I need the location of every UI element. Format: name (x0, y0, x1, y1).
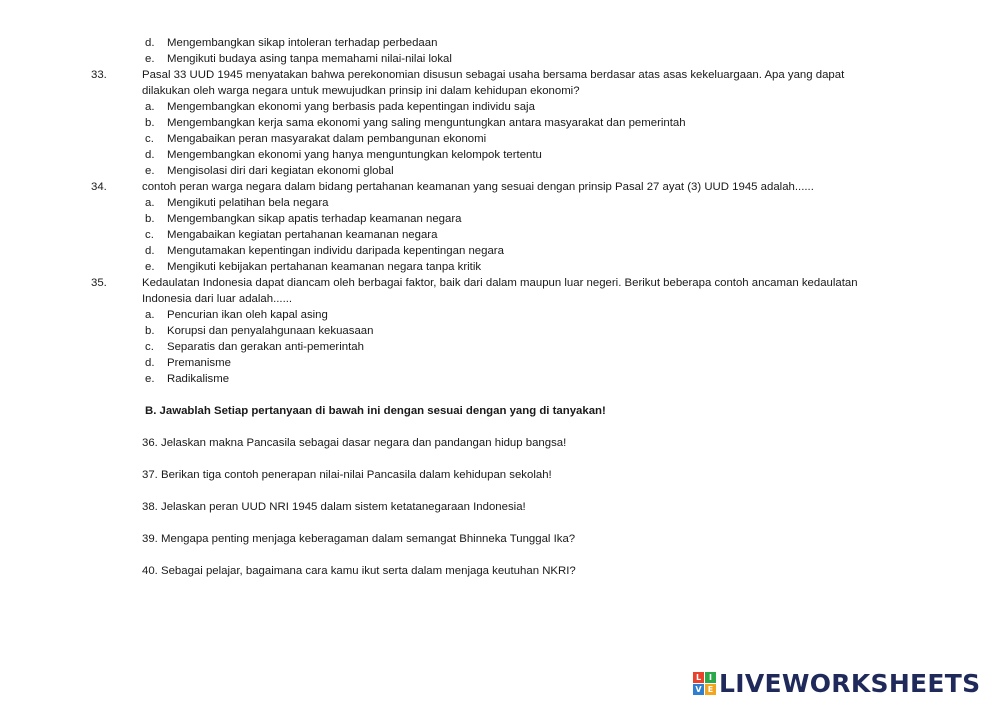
option-letter: a. (145, 309, 155, 321)
logo-badge-letter: V (693, 684, 704, 695)
option-text: Mengabaikan peran masyarakat dalam pembangunan ekonomi (167, 133, 487, 145)
option-letter: b. (145, 213, 155, 225)
option-text: Radikalisme (167, 373, 230, 385)
essay-question: 39. Mengapa penting menjaga keberagaman dalam semangat Bhinneka Tunggal Ika? (142, 533, 576, 545)
option-letter: e. (145, 165, 155, 177)
option-letter: e. (145, 261, 155, 273)
option-text: Mengabaikan kegiatan pertahanan keamanan negara (167, 229, 438, 241)
option-letter: d. (145, 149, 155, 161)
option-letter: d. (145, 37, 155, 49)
option-text: Mengembangkan ekonomi yang berbasis pada kepentingan individu saja (167, 101, 535, 113)
question-number: 34. (91, 181, 107, 193)
question-number: 35. (91, 277, 107, 289)
logo-badge-letter: I (705, 672, 716, 683)
option-letter: e. (145, 53, 155, 65)
option-text: Mengikuti pelatihan bela negara (167, 197, 329, 209)
option-letter: d. (145, 357, 155, 369)
logo-badge-letter: E (705, 684, 716, 695)
logo-badge-letter: L (693, 672, 704, 683)
option-letter: a. (145, 101, 155, 113)
logo-text: LIVEWORKSHEETS (719, 668, 981, 698)
option-text: Mengembangkan ekonomi yang hanya menguntungkan kelompok tertentu (167, 149, 542, 161)
option-letter: c. (145, 133, 154, 145)
option-text: Korupsi dan penyalahgunaan kekuasaan (167, 325, 374, 337)
liveworksheets-logo[interactable] (693, 668, 980, 698)
essay-question: 40. Sebagai pelajar, bagaimana cara kamu ikut serta dalam menjaga keutuhan NKRI? (142, 565, 576, 577)
question-text: Indonesia dari luar adalah...... (142, 293, 293, 305)
option-text: Mengisolasi diri dari kegiatan ekonomi global (167, 165, 394, 177)
option-text: Mengembangkan sikap intoleran terhadap perbedaan (167, 37, 438, 49)
option-text: Mengikuti budaya asing tanpa memahami nilai-nilai lokal (167, 53, 452, 65)
question-text: contoh peran warga negara dalam bidang pertahanan keamanan yang sesuai dengan prinsip Pasal 27 ayat (3) UUD 1945 adalah...... (142, 181, 814, 193)
section-b-heading: B. Jawablah Setiap pertanyaan di bawah ini dengan sesuai dengan yang di tanyakan! (145, 405, 606, 417)
question-number: 33. (91, 69, 107, 81)
option-letter: e. (145, 373, 155, 385)
option-letter: b. (145, 117, 155, 129)
option-text: Mengutamakan kepentingan individu daripada kepentingan negara (167, 245, 504, 257)
essay-question: 38. Jelaskan peran UUD NRI 1945 dalam sistem ketatanegaraan Indonesia! (142, 501, 526, 513)
question-text: Pasal 33 UUD 1945 menyatakan bahwa perekonomian disusun sebagai usaha bersama berdasar atas asas kekeluargaan. Apa yang dapat (142, 69, 845, 81)
option-text: Mengembangkan kerja sama ekonomi yang saling menguntungkan antara masyarakat dan pemerintah (167, 117, 686, 129)
option-text: Premanisme (167, 357, 231, 369)
question-text: Kedaulatan Indonesia dapat diancam oleh berbagai faktor, baik dari dalam maupun luar negeri. Berikut beberapa contoh ancaman kedaulatan (142, 277, 858, 289)
option-letter: c. (145, 229, 154, 241)
option-letter: d. (145, 245, 155, 257)
question-text: dilakukan oleh warga negara untuk mewujudkan prinsip ini dalam kehidupan ekonomi? (142, 85, 580, 97)
option-letter: a. (145, 197, 155, 209)
option-letter: b. (145, 325, 155, 337)
option-text: Mengikuti kebijakan pertahanan keamanan negara tanpa kritik (167, 261, 482, 273)
option-text: Separatis dan gerakan anti-pemerintah (167, 341, 364, 353)
essay-question: 36. Jelaskan makna Pancasila sebagai dasar negara dan pandangan hidup bangsa! (142, 437, 567, 449)
option-text: Mengembangkan sikap apatis terhadap keamanan negara (167, 213, 462, 225)
option-letter: c. (145, 341, 154, 353)
logo-badge-icon (693, 672, 716, 695)
essay-question: 37. Berikan tiga contoh penerapan nilai-nilai Pancasila dalam kehidupan sekolah! (142, 469, 552, 481)
option-text: Pencurian ikan oleh kapal asing (167, 309, 328, 321)
